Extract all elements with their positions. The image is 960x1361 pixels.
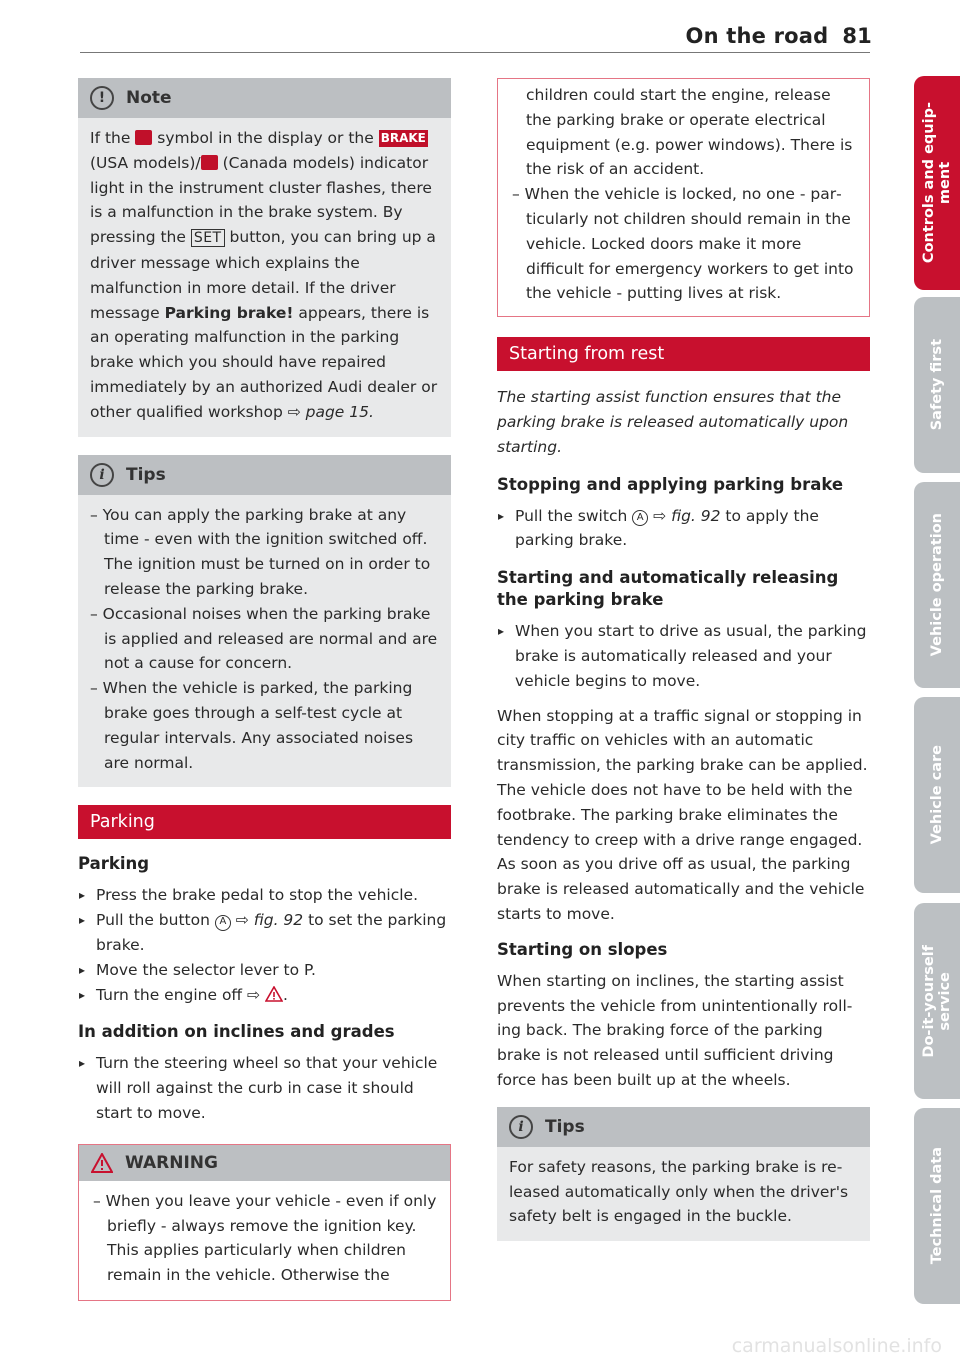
tips-body: [497, 1147, 870, 1241]
warning-text: – When you leave your vehicle - even if only briefly - always remove the ignition key. This applies particularly when children remain in the vehicle. Otherwise the: [93, 1191, 437, 1285]
inclines-heading: In addition on inclines and grades: [78, 1022, 395, 1042]
step-text: Pull the button: [96, 911, 215, 930]
figure-reference-link[interactable]: ⇨ fig. 92: [235, 911, 304, 930]
side-tab-label: Safety first: [929, 339, 945, 431]
watermark: carmanualsonline.info: [731, 1335, 942, 1357]
step-item: ▸ Move the selector lever to P.: [78, 958, 451, 983]
marker-a: A: [632, 510, 648, 526]
left-column: [78, 78, 451, 1319]
stop-heading: Stopping and applying parking brake: [497, 474, 844, 494]
step-item: ▸ Turn the steering wheel so that your vehicle will roll against the curb in case it should start to move.: [78, 1051, 451, 1125]
warning-heading: WARNING: [125, 1152, 218, 1173]
side-tab-technical-data[interactable]: [914, 1108, 960, 1304]
note-text: button, you can bring up a driver message which explains the malfunction in more detail. If the driver message: [90, 228, 436, 322]
brake-warning-symbol-icon: [201, 155, 218, 170]
warning-header: [79, 1145, 450, 1181]
brake-warning-symbol-icon: [135, 130, 152, 145]
warning-triangle-icon: [91, 1153, 113, 1173]
section-title-starting: Starting from rest: [497, 337, 870, 371]
tip-item: – Occasional noises when the parking brake is applied and released are normal and are not a cause for concern.: [90, 604, 438, 673]
step-text: to set the parking brake.: [96, 911, 447, 954]
side-tab-safety[interactable]: [914, 297, 960, 473]
figure-reference-link[interactable]: ⇨ fig. 92: [653, 506, 721, 525]
header-rule: [80, 52, 870, 53]
step-item: [78, 908, 451, 958]
side-tab-label: Technical data: [929, 1147, 945, 1265]
driver-message: Parking brake!: [164, 303, 294, 322]
note-heading: Note: [126, 88, 172, 108]
note-text: (Canada models) indicator light in the instrument cluster flashes, there is a malfunction in the brake system. By pressing the: [90, 153, 432, 247]
step-text: to apply the parking brake.: [515, 506, 819, 550]
step-item: [497, 504, 870, 554]
side-tab-diy-service[interactable]: [914, 903, 960, 1099]
warning-text: children could start the engine, release the parking brake or operate electrical equipment (e.g. power windows). There is the risk of an accident.: [526, 86, 853, 179]
tips-heading: Tips: [126, 464, 166, 485]
note-text: appears, there is an operating malfunction in the parking brake which you should have repaired immediately by an authorized Audi dealer or other qualified workshop: [90, 303, 438, 421]
brake-indicator-icon: BRAKE: [380, 131, 426, 145]
side-tab-controls[interactable]: [914, 76, 960, 290]
tips-header: [497, 1107, 870, 1147]
tip-item: – When the vehicle is parked, the parking brake goes through a self-test cycle at regular intervals. Any associated noises are normal.: [90, 679, 414, 772]
side-tab-label: Vehicle operation: [929, 513, 945, 657]
set-key: SET: [191, 229, 225, 247]
note-box: [78, 78, 451, 437]
header-title: On the road: [685, 24, 829, 48]
parking-heading: Parking: [78, 854, 150, 874]
step-item: ▸ When you start to drive as usual, the parking brake is automatically released and your vehicle begins to move.: [497, 619, 870, 693]
slopes-heading: Starting on slopes: [497, 939, 668, 959]
exclamation-circle-icon: !: [90, 86, 114, 110]
step-text: Pull the switch: [515, 506, 633, 525]
note-text: symbol in the display or the: [152, 129, 379, 147]
marker-a: A: [215, 915, 231, 931]
tips-header: [78, 455, 451, 495]
note-text: (USA models)/: [90, 153, 201, 172]
warning-body: [79, 1181, 450, 1300]
side-tab-label: Controls and equip- ment: [921, 102, 953, 264]
tips-box: [497, 1107, 870, 1241]
warning-triangle-icon[interactable]: [265, 986, 283, 1002]
start-heading: Starting and automatically releasing the parking brake: [497, 568, 839, 610]
side-tab-label: Vehicle care: [929, 745, 945, 845]
page-reference-link[interactable]: ⇨ page 15.: [287, 402, 374, 421]
paragraph: When stopping at a traffic signal or stopping in city traffic on vehicles with an automatic transmission, the parking brake can be applied. The vehicle does not have to be held with the footbrake. The parking brake eliminates the tendency to creep with a drive range engaged. As soon as you drive off as usual, the parking brake is released automatically and the vehicle starts to move.: [497, 706, 868, 923]
note-header: [78, 78, 451, 118]
tip-item: – You can apply the parking brake at any time - even with the ignition switched off. The ignition must be turned on in order to release the parking brake.: [90, 505, 431, 598]
right-column: [497, 78, 870, 1259]
side-tab-vehicle-care[interactable]: [914, 697, 960, 893]
note-text: If the: [90, 129, 136, 147]
info-circle-icon: i: [509, 1115, 533, 1139]
step-item: ▸ Press the brake pedal to stop the vehicle.: [78, 883, 451, 908]
tips-body: [78, 495, 451, 788]
tips-box: [78, 455, 451, 788]
side-tab-label: Do-it-yourself service: [921, 944, 953, 1058]
info-circle-icon: i: [90, 463, 114, 487]
note-body: [78, 118, 451, 437]
section-title-parking: Parking: [78, 805, 451, 839]
warning-continued-box: [497, 78, 870, 317]
step-item: ▸ Turn the engine off ⇨ .: [78, 983, 451, 1008]
tip-text: For safety reasons, the parking brake is released automatically only when the driver's safety belt is engaged in the buckle.: [509, 1157, 849, 1226]
tips-heading: Tips: [545, 1116, 585, 1137]
step-text: Turn the engine off ⇨: [96, 985, 261, 1004]
paragraph: When starting on inclines, the starting assist prevents the vehicle from unintentionally rolling back. The braking force of the parking brake is not released until sufficient driving force has been built up at the wheels.: [497, 971, 853, 1089]
warning-box: [78, 1144, 451, 1301]
page-number: 81: [842, 24, 872, 48]
warning-text: – When the vehicle is locked, no one - particularly not children should remain in the vehicle. Locked doors make it more difficult for emergency workers to get into the vehicle - putting lives at risk.: [512, 185, 854, 303]
page-header: [686, 24, 872, 48]
side-tab-vehicle-operation[interactable]: [914, 482, 960, 688]
intro-text: The starting assist function ensures that the parking brake is released automatically upon starting.: [497, 388, 849, 456]
